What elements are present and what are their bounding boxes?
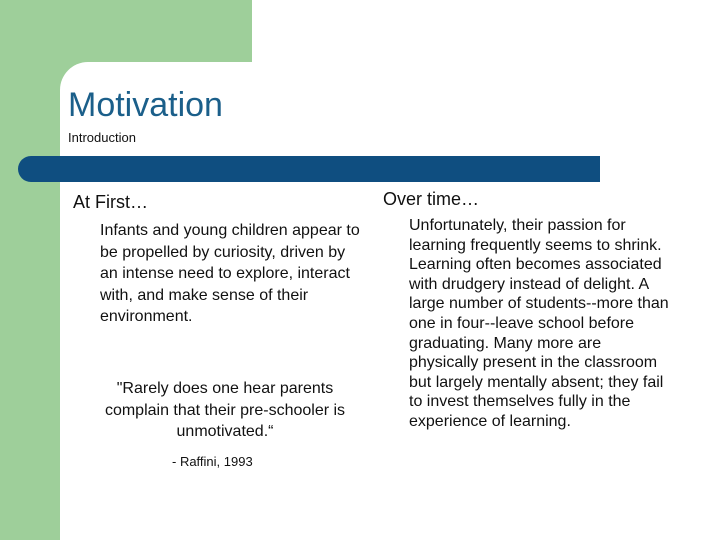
right-column-heading: Over time… — [383, 189, 480, 209]
raffini-quote: "Rarely does one hear parents complain that their pre-schooler is unmotivated.“ — [104, 380, 346, 440]
quote-attribution: - Raffini, 1993 — [172, 454, 253, 469]
slide-title: Motivation — [68, 86, 223, 124]
title-divider-bar — [18, 156, 600, 182]
left-column-body-text: Infants and young children appear to be propelled by curiosity, driven by an intense need to explore, interact with, and make sense of their environment. — [100, 222, 360, 325]
slide-subtitle: Introduction — [68, 130, 136, 145]
left-column-heading: At First… — [73, 192, 148, 212]
right-column-body-text: Unfortunately, their passion for learning frequently seems to shrink. Learning often becomes associated with drudgery instead of delight. A large number of students--more than one in four--leave school before graduating. Many more are physically present in the classroom but largely mentally absent; they fail to invest themselves fully in the experience of learning. — [409, 217, 669, 430]
